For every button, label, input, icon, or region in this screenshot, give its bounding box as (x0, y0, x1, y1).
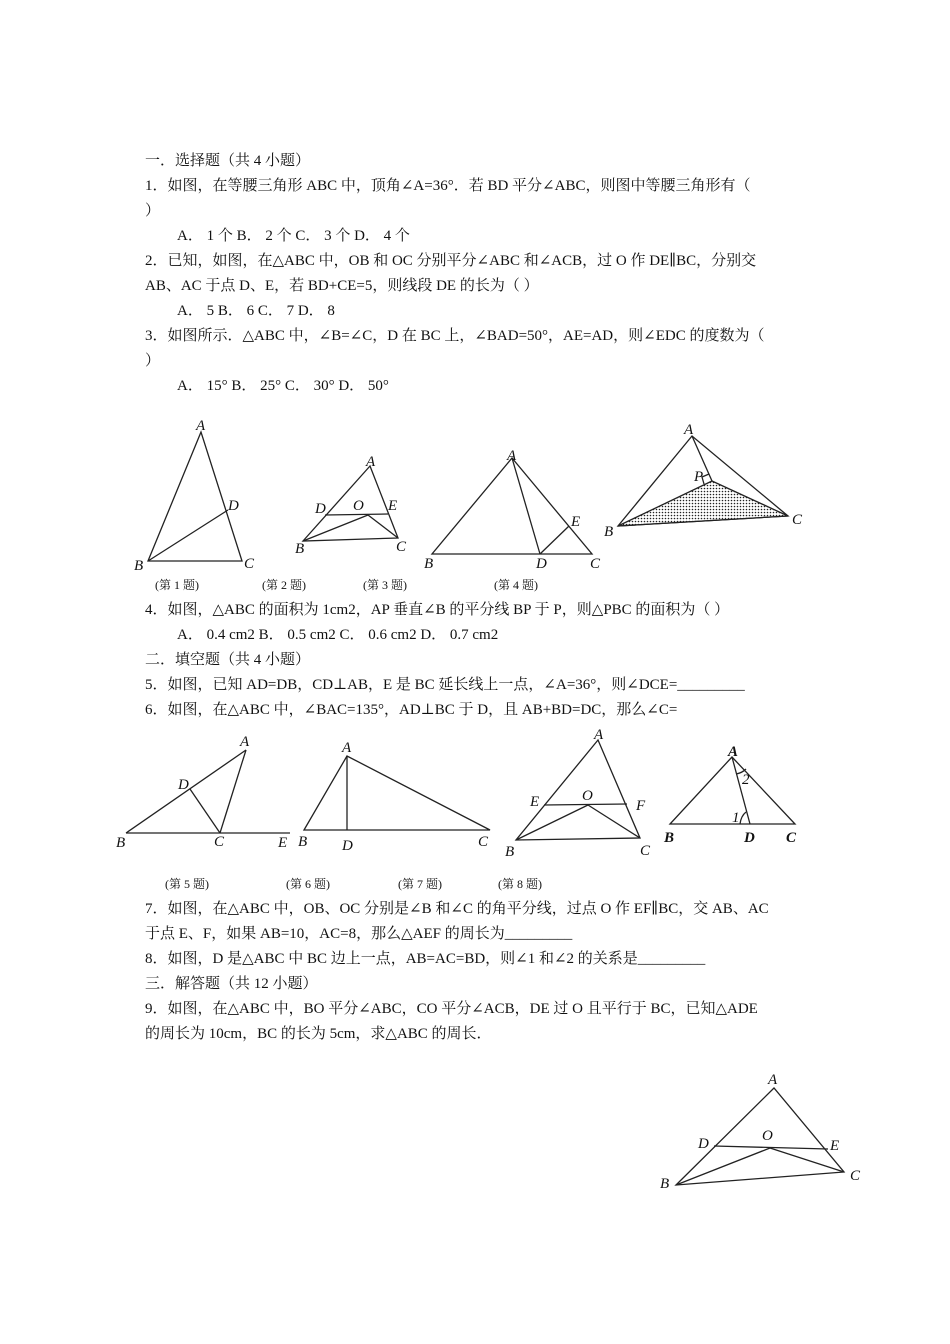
label-b: B (604, 524, 614, 540)
label-a: A (196, 418, 206, 434)
label-b: B (134, 558, 144, 574)
label-c: C (244, 556, 255, 572)
label-e: E (388, 498, 398, 514)
label-d: D (536, 556, 547, 570)
label-c: C (850, 1168, 861, 1184)
label-e: E (830, 1138, 840, 1154)
label-c: C (792, 512, 803, 528)
question-3-text: 3．如图所示．△ABC 中，∠B=∠C，D 在 BC 上，∠BAD=50°，AE=AD，则∠EDC 的度数为（ (145, 328, 765, 344)
figure-4 (598, 418, 810, 540)
label-e: E (278, 835, 288, 851)
label-a: A (240, 734, 250, 750)
caption-figure-8: (第 8 题) (498, 877, 542, 891)
question-1-options: A． 1 个 B． 2 个 C． 3 个 D． 4 个 (177, 228, 410, 244)
question-1-text-cont: ） (145, 203, 161, 219)
label-b: B (660, 1176, 670, 1192)
caption-figure-5: (第 5 题) (165, 877, 209, 891)
label-a: A (684, 422, 694, 438)
label-o: O (353, 498, 364, 514)
figure-1 (128, 414, 268, 576)
label-c: C (396, 539, 407, 555)
angle-label-2: 2 (742, 772, 750, 788)
label-b: B (298, 834, 308, 850)
figure-3 (420, 446, 610, 570)
label-b: B (505, 844, 515, 860)
caption-figure-6: (第 6 题) (286, 877, 330, 891)
label-o: O (582, 788, 593, 804)
label-a: A (342, 740, 352, 756)
label-b: B (116, 835, 126, 851)
question-4-text: 4．如图，△ABC 的面积为 1cm2，AP 垂直∠B 的平分线 BP 于 P，则△PBC 的面积为（ ） (145, 602, 730, 618)
label-d: D (228, 498, 239, 514)
label-d: D (178, 777, 189, 793)
label-b: B (664, 830, 675, 846)
figure-9 (652, 1068, 874, 1192)
caption-figure-4: (第 4 题) (494, 578, 538, 592)
figure-5 (112, 732, 298, 852)
question-2-text-cont: AB、AC 于点 D、E，若 BD+CE=5，则线段 DE 的长为（ ） (145, 278, 539, 294)
question-5-text: 5．如图，已知 AD=DB，CD⊥AB，E 是 BC 延长线上一点，∠A=36°，则∠DCE=_________ (145, 677, 745, 693)
figure-7 (500, 724, 662, 864)
label-a: A (507, 448, 517, 464)
label-a: A (728, 744, 739, 760)
label-b: B (295, 541, 305, 557)
caption-figure-7: (第 7 题) (398, 877, 442, 891)
caption-figure-2: (第 2 题) (262, 578, 306, 592)
label-b: B (424, 556, 434, 570)
angle-label-1: 1 (732, 810, 740, 826)
caption-figure-1: (第 1 题) (155, 578, 199, 592)
section-title-2: 二．填空题（共 4 小题） (145, 652, 311, 668)
caption-figure-3: (第 3 题) (363, 578, 407, 592)
question-7-text: 7．如图，在△ABC 中，OB、OC 分别是∠B 和∠C 的角平分线，过点 O 作 EF∥BC，交 AB、AC (145, 901, 769, 917)
label-e: E (571, 514, 581, 530)
label-d: D (744, 830, 755, 846)
question-3-text-cont: ） (145, 353, 161, 369)
figure-2 (290, 450, 420, 562)
label-f: F (636, 798, 646, 814)
section-title-1: 一．选择题（共 4 小题） (145, 153, 311, 169)
question-1-text: 1．如图，在等腰三角形 ABC 中，顶角∠A=36°．若 BD 平分∠ABC，则图中等腰三角形有（ (145, 178, 751, 194)
question-6-text: 6．如图，在△ABC 中，∠BAC=135°，AD⊥BC 于 D，且 AB+BD=DC，那么∠C= (145, 702, 678, 718)
label-d: D (698, 1136, 709, 1152)
figure-6 (292, 736, 500, 856)
question-7-text-cont: 于点 E、F，如果 AB=10，AC=8，那么△AEF 的周长为_________ (145, 926, 573, 942)
section-title-3: 三．解答题（共 12 小题） (145, 976, 318, 992)
label-a: A (768, 1072, 778, 1088)
question-8-text: 8．如图，D 是△ABC 中 BC 边上一点，AB=AC=BD，则∠1 和∠2 的关系是_________ (145, 951, 706, 967)
label-c: C (640, 843, 651, 859)
figure-8 (660, 742, 810, 850)
label-p: P (694, 469, 704, 485)
question-9-text-cont: 的周长为 10cm，BC 的长为 5cm，求△ABC 的周长． (145, 1026, 492, 1042)
question-2-options: A． 5 B． 6 C． 7 D． 8 (177, 303, 335, 319)
question-2-text: 2．已知，如图，在△ABC 中，OB 和 OC 分别平分∠ABC 和∠ACB，过 O 作 DE∥BC，分别交 (145, 253, 757, 269)
question-4-options: A． 0.4 cm2 B． 0.5 cm2 C． 0.6 cm2 D． 0.7 cm2 (177, 627, 499, 643)
label-c: C (214, 834, 225, 850)
question-3-options: A． 15° B． 25° C． 30° D． 50° (177, 378, 389, 394)
label-a: A (366, 454, 376, 470)
label-d: D (342, 838, 353, 854)
label-d: D (315, 501, 326, 517)
label-c: C (590, 556, 601, 570)
label-c: C (786, 830, 797, 846)
label-o: O (762, 1128, 773, 1144)
label-e: E (530, 794, 540, 810)
label-c: C (478, 834, 489, 850)
label-a: A (594, 727, 604, 743)
question-9-text: 9．如图，在△ABC 中，BO 平分∠ABC，CO 平分∠ACB，DE 过 O 且平行于 BC，已知△ADE (145, 1001, 758, 1017)
